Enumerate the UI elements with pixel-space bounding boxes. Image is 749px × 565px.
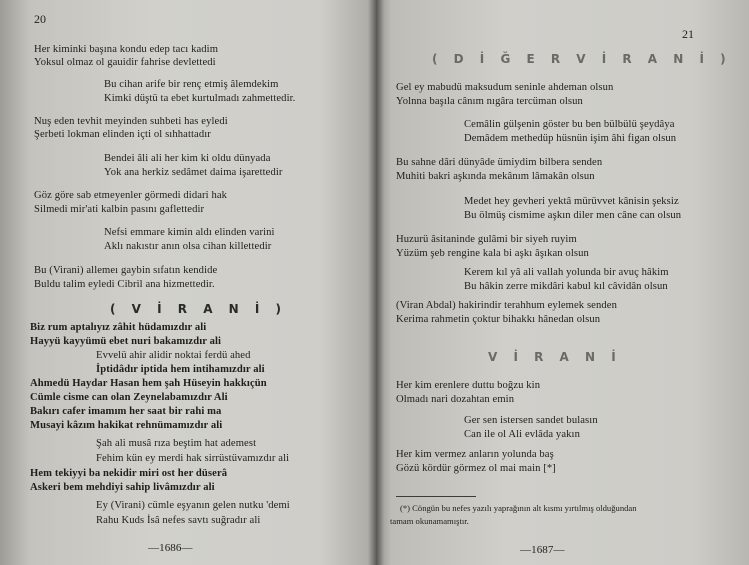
verse-line: Hayyü kayyümü ebet nuri bakamızdır ali <box>30 336 222 347</box>
verse-line: Can ile ol Ali evlâda yakın <box>464 429 580 440</box>
verse-line: Biz rum aptalıyız zâhit hüdamızdır ali <box>30 322 207 333</box>
verse-line: Bu cihan arife bir renç etmiş âlemdekim <box>104 79 279 90</box>
verse-line: Ahmedü Haydar Hasan hem şah Hüseyin hakkıçün <box>30 378 267 389</box>
verse-line: Kerem kıl yâ ali vallah yolunda bir avuç hâkim <box>464 267 669 278</box>
section-heading: ( V İ R A N İ ) <box>110 302 287 316</box>
verse-line: Nuş eden tevhit meyinden suhbeti has eyledi <box>34 116 228 127</box>
verse-line: Nefsi emmare kimin aldı elinden varini <box>104 227 275 238</box>
page-number: 21 <box>682 27 694 41</box>
page-footer: —1686— <box>148 542 193 554</box>
verse-line: Kerima rahmetin çoktur bihakkı hânedan olsun <box>396 314 601 325</box>
verse-line: Her kim vermez anların yolunda baş <box>396 449 554 460</box>
verse-line: Bendei âli ali her kim ki oldu dünyada <box>104 153 271 164</box>
verse-line: Rahu Kuds İsâ nefes savtı suğradır ali <box>96 515 261 526</box>
verse-line: Demâdem methedüp hüsnün işim âhi figan olsun <box>464 133 677 144</box>
verse-line: Evvelü ahir alidir noktai ferdü ahed <box>96 350 251 361</box>
verse-line: Gel ey mabudü maksudum seninle ahdeman olsun <box>396 82 614 93</box>
verse-line: Yok ana herkiz sedâmet daima işarettedir <box>104 167 283 178</box>
verse-line: Medet hey gevheri yektâ mürüvvet kânisin şeksiz <box>464 196 679 207</box>
verse-line: Cümle cisme can olan Zeynelabamızdır Ali <box>30 392 228 403</box>
footnote: tamam okunamamıştır. <box>390 516 469 526</box>
verse-line: (Viran Abdal) hakirindir terahhum eylemek senden <box>396 300 617 311</box>
verse-line: Cemâlin gülşenin göster bu ben bülbülü şeydâya <box>464 119 675 130</box>
verse-line: Bakırı cafer imamım her saat bir rahi ma <box>30 406 222 417</box>
verse-line: Göz göre sab etmeyenler görmedi didari hak <box>34 190 228 201</box>
verse-line: Bu (Virani) allemeı gaybin sıfatın kendide <box>34 265 218 276</box>
book-gutter <box>368 0 384 565</box>
verse-line: Gözü kördür görmez ol mai main [*] <box>396 463 556 474</box>
verse-line: Her kiminki başına kondu edep tacı kadim <box>34 44 219 55</box>
verse-line: Hem tekiyyi ba nekidir miri ost her düserâ <box>30 468 228 479</box>
verse-line: Kimki düştü ta ebet kurtulmadı zahmettedir. <box>104 93 296 104</box>
section-heading: ( D İ Ğ E R V İ R A N İ ) <box>432 52 732 66</box>
verse-line: Şah ali musâ rıza beştim hat ademest <box>96 438 257 449</box>
footnote: (*) Cöngün bu nefes yazılı yaprağının alt kısmı yırtılmış olduğundan <box>400 503 637 513</box>
verse-line: Bu hâkin zerre mikdâri kabul kıl câvidân olsun <box>464 281 668 292</box>
verse-line: Bu ölmüş cismime aşkın diler men câne can olsun <box>464 210 682 221</box>
verse-line: Muhiti bakri aşkında mekânım lâmakân olsun <box>396 171 595 182</box>
verse-line: Ger sen istersen sandet bulasın <box>464 415 598 426</box>
verse-line: Askeri bem mehdiyi sahip livâmızdır ali <box>30 482 215 493</box>
footnote-divider <box>396 496 476 497</box>
section-heading: V İ R A N İ <box>488 350 622 364</box>
verse-line: Her kim erenlere duttu boğzu kin <box>396 380 541 391</box>
verse-line: Olmadı nari dozahtan emin <box>396 394 515 405</box>
right-page <box>376 0 749 565</box>
verse-line: Buldu talim eyledi Cibril ana hizmettedir. <box>34 279 215 290</box>
page-number: 20 <box>34 12 46 26</box>
verse-line: Yoksul olmaz ol gauidir fahrise devlettedi <box>34 57 216 68</box>
verse-line: Bu sahne dâri dünyâde ümiydim bilbera senden <box>396 157 603 168</box>
page-footer: —1687— <box>520 544 565 556</box>
verse-line: Yolnna başıla cânım nıgâra tercüman olsun <box>396 96 583 107</box>
verse-line: İptidâdır iptida hem intihamızdır ali <box>96 364 265 375</box>
verse-line: Fehim kün ey merdi hak sirrüstüvamızdır ali <box>96 453 290 464</box>
verse-line: Yüzüm şeb rengine kala bi aşkı âşıkan olsun <box>396 248 589 259</box>
verse-line: Silmedi mir'ati kalbin pasını gaflettedir <box>34 204 205 215</box>
verse-line: Musayi kâzım hakikat rehnümamızdır ali <box>30 420 223 431</box>
verse-line: Şerbeti lokman elinden içti ol sıhhattadır <box>34 129 211 140</box>
verse-line: Aklı nakıstır anın olsa cihan killettedir <box>104 241 272 252</box>
verse-line: Ey (Virani) cümle eşyanın gelen nutku 'demi <box>96 500 290 511</box>
verse-line: Huzurü âsitaninde gulâmi bir siyeh ruyim <box>396 234 577 245</box>
